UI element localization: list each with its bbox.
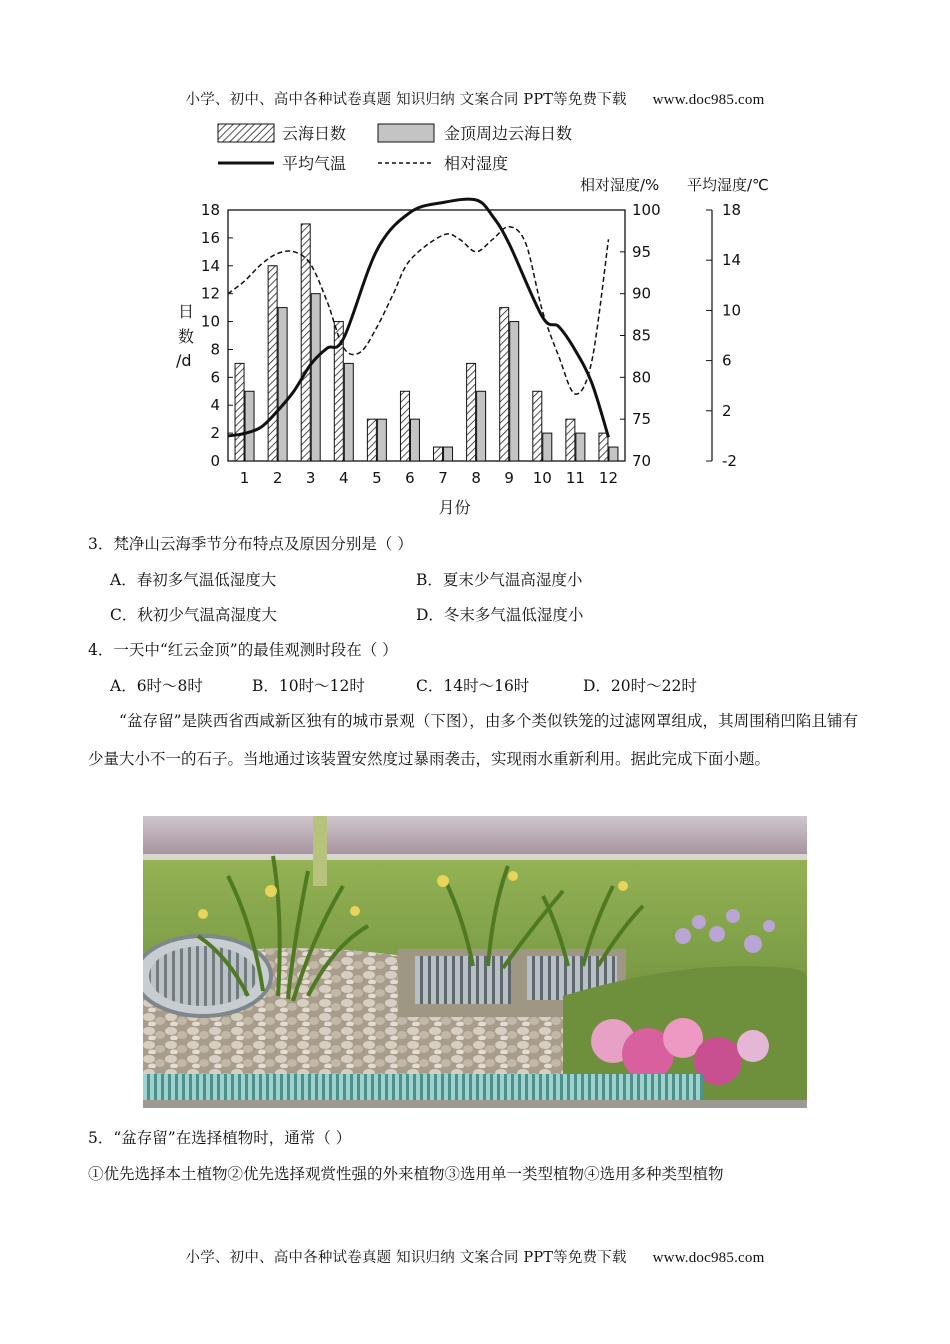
tree-trunk [313, 816, 327, 886]
x-tick-label: 12 [598, 469, 619, 487]
x-tick-label: 9 [504, 469, 514, 487]
round-grate-mesh [149, 946, 257, 1006]
rain-garden-illustration [143, 816, 807, 1108]
y2-tick-label: 85 [632, 326, 652, 345]
x-axis-title: 月份 [438, 498, 471, 517]
x-tick-label: 5 [372, 469, 382, 487]
y-tick-label: 4 [210, 396, 220, 415]
bar-jinding-days [510, 322, 519, 461]
bar-jinding-days [311, 294, 320, 461]
x-tick-label: 3 [305, 469, 316, 487]
q4-option-b[interactable]: B．10时～12时 [252, 677, 365, 695]
bar-yunhai-days [533, 391, 542, 461]
bar-jinding-days [576, 433, 585, 461]
y-tick-label: 12 [200, 284, 220, 303]
y-tick-label: 10 [200, 312, 220, 331]
y-tick-label: 14 [200, 256, 220, 275]
y-tick-label: 2 [210, 424, 220, 443]
header-text: 小学、初中、高中各种试卷真题 知识归纳 文案合同 PPT等免费下载 [185, 92, 627, 108]
y-tick-label: 16 [200, 228, 220, 247]
bar-jinding-days [609, 447, 618, 461]
climate-chart [160, 112, 810, 522]
bar-jinding-days [377, 419, 386, 461]
bar-jinding-days [477, 391, 486, 461]
edge-curb [143, 1100, 807, 1108]
bar-jinding-days [444, 447, 453, 461]
bar-jinding-days [344, 363, 353, 461]
y2-tick-label: 75 [632, 410, 652, 429]
x-tick-label: 8 [471, 469, 481, 487]
bar-yunhai-days [268, 266, 277, 461]
y2-tick-label: 80 [632, 368, 652, 387]
footer-site: www.doc985.com [652, 1250, 765, 1266]
y2-tick-label: 70 [632, 452, 652, 470]
chart-svg [160, 112, 810, 522]
bar-yunhai-days [500, 308, 509, 461]
q3-option-a[interactable]: A．春初多气温低湿度大 [110, 571, 277, 589]
footer-text: 小学、初中、高中各种试卷真题 知识归纳 文案合同 PPT等免费下载 [185, 1250, 627, 1266]
q3-option-c[interactable]: C．秋初少气温高湿度大 [110, 606, 277, 624]
passage-text: “盆存留”是陕西省西咸新区独有的城市景观（下图），由多个类似铁笼的过滤网罩组成，其周围稍凹陷且铺有少量大小不一的石子。当地通过该装置安然度过暴雨袭击，实现雨水重新利用。据此完成下面小题。 [88, 712, 858, 768]
bar-yunhai-days [301, 224, 310, 461]
q5-statements: ①优先选择本土植物②优先选择观赏性强的外来植物③选用单一类型植物④选用多种类型植物 [88, 1165, 724, 1183]
bar-yunhai-days [599, 433, 608, 461]
question-3-stem: 3．梵净山云海季节分布特点及原因分别是（ ） [88, 535, 413, 553]
drainage-channel [143, 1074, 703, 1100]
y-tick-label: 6 [210, 368, 220, 387]
q4-option-a[interactable]: A．6时～8时 [110, 677, 203, 695]
rain-garden-photo [143, 816, 807, 1108]
legend-label-humidity: 相对湿度 [444, 154, 509, 173]
x-tick-label: 10 [532, 469, 552, 487]
y3-tick-label: 14 [722, 251, 742, 270]
curb [143, 854, 807, 860]
bar-jinding-days [245, 391, 254, 461]
y-axis-title-char: 日 [178, 302, 195, 321]
y3-tick-label: 18 [722, 201, 742, 219]
y3-tick-label: 2 [722, 401, 732, 420]
y-tick-label: 18 [200, 201, 220, 219]
bar-jinding-days [543, 433, 552, 461]
y-axis-title-char: /d [176, 351, 192, 370]
bar-yunhai-days [400, 391, 409, 461]
y-tick-label: 8 [210, 340, 220, 359]
legend-swatch-jinding [378, 124, 434, 142]
y2-tick-label: 95 [632, 242, 652, 261]
bar-yunhai-days [467, 363, 476, 461]
page-footer [0, 1246, 950, 1267]
y2-axis-title: 相对湿度/% [580, 176, 660, 194]
legend-label-yunhai: 云海日数 [282, 124, 347, 143]
legend-label-jinding: 金顶周边云海日数 [444, 124, 573, 143]
page-header [0, 88, 950, 109]
y-tick-label: 0 [210, 452, 220, 470]
question-4-stem: 4．一天中“红云金顶”的最佳观测时段在（ ） [88, 641, 398, 659]
pavement [143, 816, 807, 858]
x-tick-label: 7 [438, 469, 448, 487]
question-5-stem: 5．“盆存留”在选择植物时，通常（ ） [88, 1129, 352, 1147]
bar-yunhai-days [235, 363, 244, 461]
y3-axis-title: 平均湿度/℃ [687, 176, 769, 194]
y3-tick-label: 10 [722, 301, 742, 320]
q3-option-b[interactable]: B．夏末少气温高湿度小 [416, 571, 583, 589]
x-tick-label: 4 [339, 469, 349, 487]
y3-tick-label: 6 [722, 351, 732, 370]
bar-jinding-days [278, 308, 287, 461]
bar-yunhai-days [367, 419, 376, 461]
q4-option-c[interactable]: C．14时～16时 [416, 677, 530, 695]
x-tick-label: 2 [272, 469, 283, 487]
x-tick-label: 1 [239, 469, 250, 487]
legend-swatch-yunhai [218, 124, 274, 142]
y2-tick-label: 100 [632, 201, 661, 219]
x-tick-label: 11 [565, 469, 585, 487]
y-axis-title-char: 数 [178, 327, 195, 346]
filter-grate-left [415, 956, 511, 1004]
legend-label-temperature: 平均气温 [282, 154, 347, 173]
bar-yunhai-days [434, 447, 443, 461]
y2-tick-label: 90 [632, 284, 652, 303]
bar-yunhai-days [566, 419, 575, 461]
bar-jinding-days [410, 419, 419, 461]
x-tick-label: 6 [405, 469, 415, 487]
q4-option-d[interactable]: D．20时～22时 [583, 677, 697, 695]
y3-tick-label: -2 [722, 452, 737, 470]
q3-option-d[interactable]: D．冬末多气温低湿度小 [416, 606, 584, 624]
header-site: www.doc985.com [652, 92, 765, 108]
